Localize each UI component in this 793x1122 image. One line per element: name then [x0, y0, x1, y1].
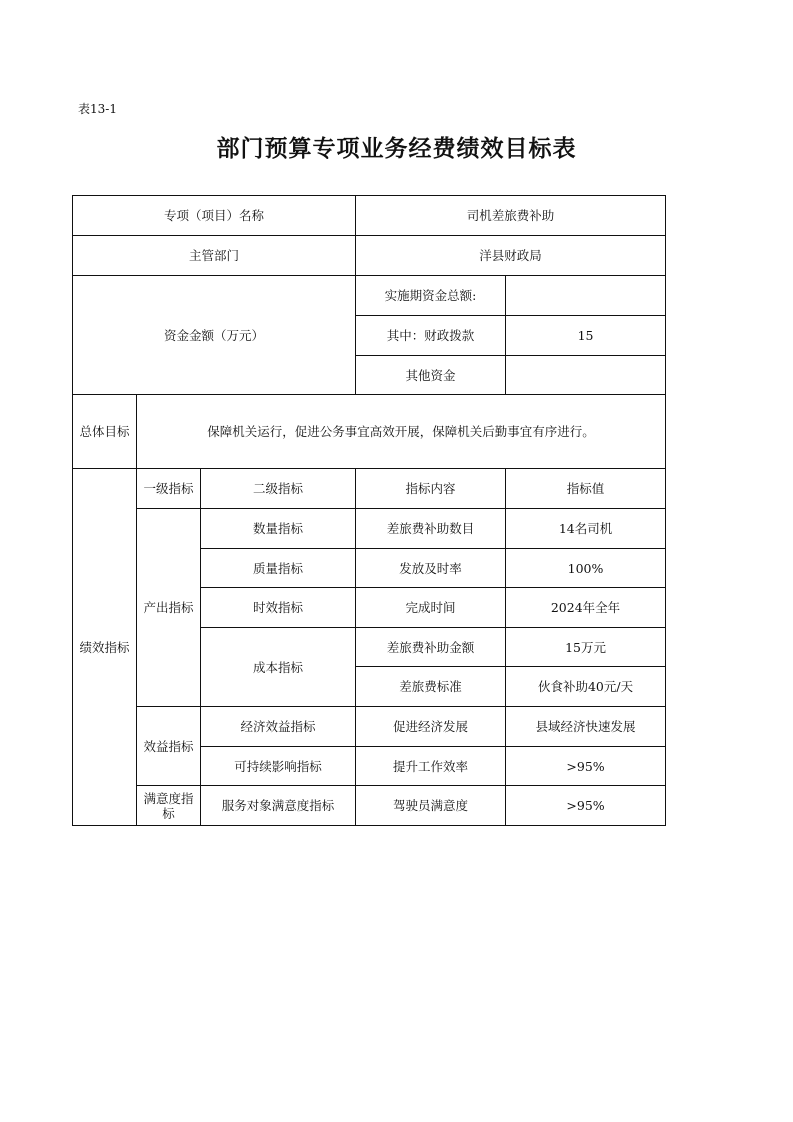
dept-label: 主管部门	[73, 236, 356, 276]
goal-label: 总体目标	[73, 395, 137, 469]
funds-other-value	[506, 356, 666, 395]
quantity-value: 14名司机	[506, 509, 666, 549]
cost-content-1: 差旅费补助金额	[356, 628, 506, 667]
table-row	[73, 509, 666, 549]
timeliness-name: 时效指标	[201, 588, 356, 628]
service-value: >95%	[506, 786, 666, 826]
quality-name: 质量指标	[201, 549, 356, 588]
quality-content: 发放及时率	[356, 549, 506, 588]
funds-total-label: 实施期资金总额:	[356, 276, 506, 316]
table-row	[73, 276, 666, 316]
economic-content: 促进经济发展	[356, 707, 506, 747]
header-value: 指标值	[506, 469, 666, 509]
quantity-content: 差旅费补助数目	[356, 509, 506, 549]
performance-table	[72, 195, 666, 826]
cost-content-2: 差旅费标准	[356, 667, 506, 707]
cost-value-1: 15万元	[506, 628, 666, 667]
table-row	[73, 236, 666, 276]
table-row	[73, 707, 666, 747]
page-title: 部门预算专项业务经费绩效目标表	[216, 135, 577, 162]
funds-fiscal-value: 15	[506, 316, 666, 356]
sustainable-content: 提升工作效率	[356, 747, 506, 786]
output-label: 产出指标	[137, 509, 201, 707]
service-content: 驾驶员满意度	[356, 786, 506, 826]
goal-text: 保障机关运行，促进公务事宜高效开展，保障机关后勤事宜有序进行。	[137, 395, 666, 469]
economic-name: 经济效益指标	[201, 707, 356, 747]
funds-total-value	[506, 276, 666, 316]
funds-label: 资金金额（万元）	[73, 276, 356, 395]
satisfaction-label: 满意度指标	[137, 786, 201, 826]
timeliness-content: 完成时间	[356, 588, 506, 628]
header-content: 指标内容	[356, 469, 506, 509]
benefit-label: 效益指标	[137, 707, 201, 786]
table-number: 表13-1	[78, 102, 117, 116]
quantity-name: 数量指标	[201, 509, 356, 549]
quality-value: 100%	[506, 549, 666, 588]
indicators-label: 绩效指标	[73, 469, 137, 826]
economic-value: 县域经济快速发展	[506, 707, 666, 747]
service-name: 服务对象满意度指标	[201, 786, 356, 826]
project-name-value: 司机差旅费补助	[356, 196, 666, 236]
header-level1: 一级指标	[137, 469, 201, 509]
funds-fiscal-label: 其中：财政拨款	[356, 316, 506, 356]
funds-other-label: 其他资金	[356, 356, 506, 395]
cost-name: 成本指标	[201, 628, 356, 707]
table-row	[73, 469, 666, 509]
timeliness-value: 2024年全年	[506, 588, 666, 628]
table-row	[73, 196, 666, 236]
header-level2: 二级指标	[201, 469, 356, 509]
cost-value-2: 伙食补助40元/天	[506, 667, 666, 707]
sustainable-value: >95%	[506, 747, 666, 786]
table-row	[73, 786, 666, 826]
sustainable-name: 可持续影响指标	[201, 747, 356, 786]
project-name-label: 专项（项目）名称	[73, 196, 356, 236]
table-row	[73, 395, 666, 469]
dept-value: 洋县财政局	[356, 236, 666, 276]
